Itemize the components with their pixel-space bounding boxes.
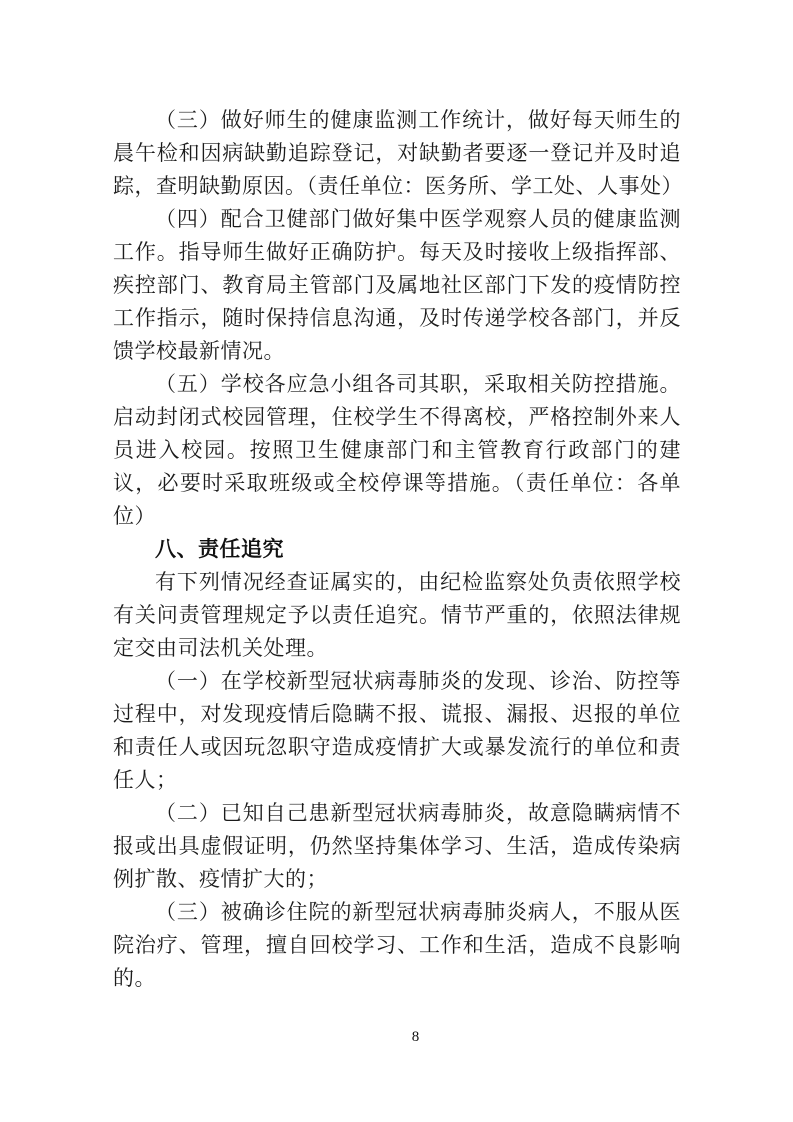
paragraph-item-3-health-monitoring: （三）做好师生的健康监测工作统计，做好每天师生的晨午检和因病缺勤追踪登记，对缺勤者要逐一登记并及时追踪，查明缺勤原因。（责任单位：医务所、学工处、人事处） bbox=[113, 108, 683, 198]
document-text-body bbox=[113, 104, 681, 995]
section-heading-responsibility: 八、责任追究 bbox=[155, 538, 284, 561]
paragraph-item-5-emergency-groups: （五）学校各应急小组各司其职，采取相关防控措施。启动封闭式校园管理，住校学生不得离校，严格控制外来人员进入校园。按照卫生健康部门和主管教育行政部门的建议，必要时采取班级或全校停课等措施。（责任单位：各单位） bbox=[113, 372, 681, 528]
paragraph-item-3-noncompliant-patients: （三）被确诊住院的新型冠状病毒肺炎病人，不服从医院治疗、管理，擅自回校学习、工作和生活，造成不良影响的。 bbox=[113, 900, 681, 990]
paragraph-item-1-concealment: （一）在学校新型冠状病毒肺炎的发现、诊治、防控等过程中，对发现疫情后隐瞒不报、谎报、漏报、迟报的单位和责任人或因玩忽职守造成疫情扩大或暴发流行的单位和责任人； bbox=[113, 669, 681, 792]
page-number: 8 bbox=[411, 1029, 420, 1045]
paragraph-item-2-false-certificates: （二）已知自己患新型冠状病毒肺炎，故意隐瞒病情不报或出具虚假证明，仍然坚持集体学习、生活，造成传染病例扩散、疫情扩大的； bbox=[113, 801, 681, 891]
page-footer bbox=[0, 1028, 793, 1046]
paragraph-item-4-medical-observation: （四）配合卫健部门做好集中医学观察人员的健康监测工作。指导师生做好正确防护。每天及时接收上级指挥部、疾控部门、教育局主管部门及属地社区部门下发的疫情防控工作指示，随时保持信息沟通，及时传递学校各部门，并反馈学校最新情况。 bbox=[113, 207, 681, 363]
paragraph-accountability-intro: 有下列情况经查证属实的，由纪检监察处负责依照学校有关问责管理规定予以责任追究。情节严重的，依照法律规定交由司法机关处理。 bbox=[113, 570, 681, 660]
